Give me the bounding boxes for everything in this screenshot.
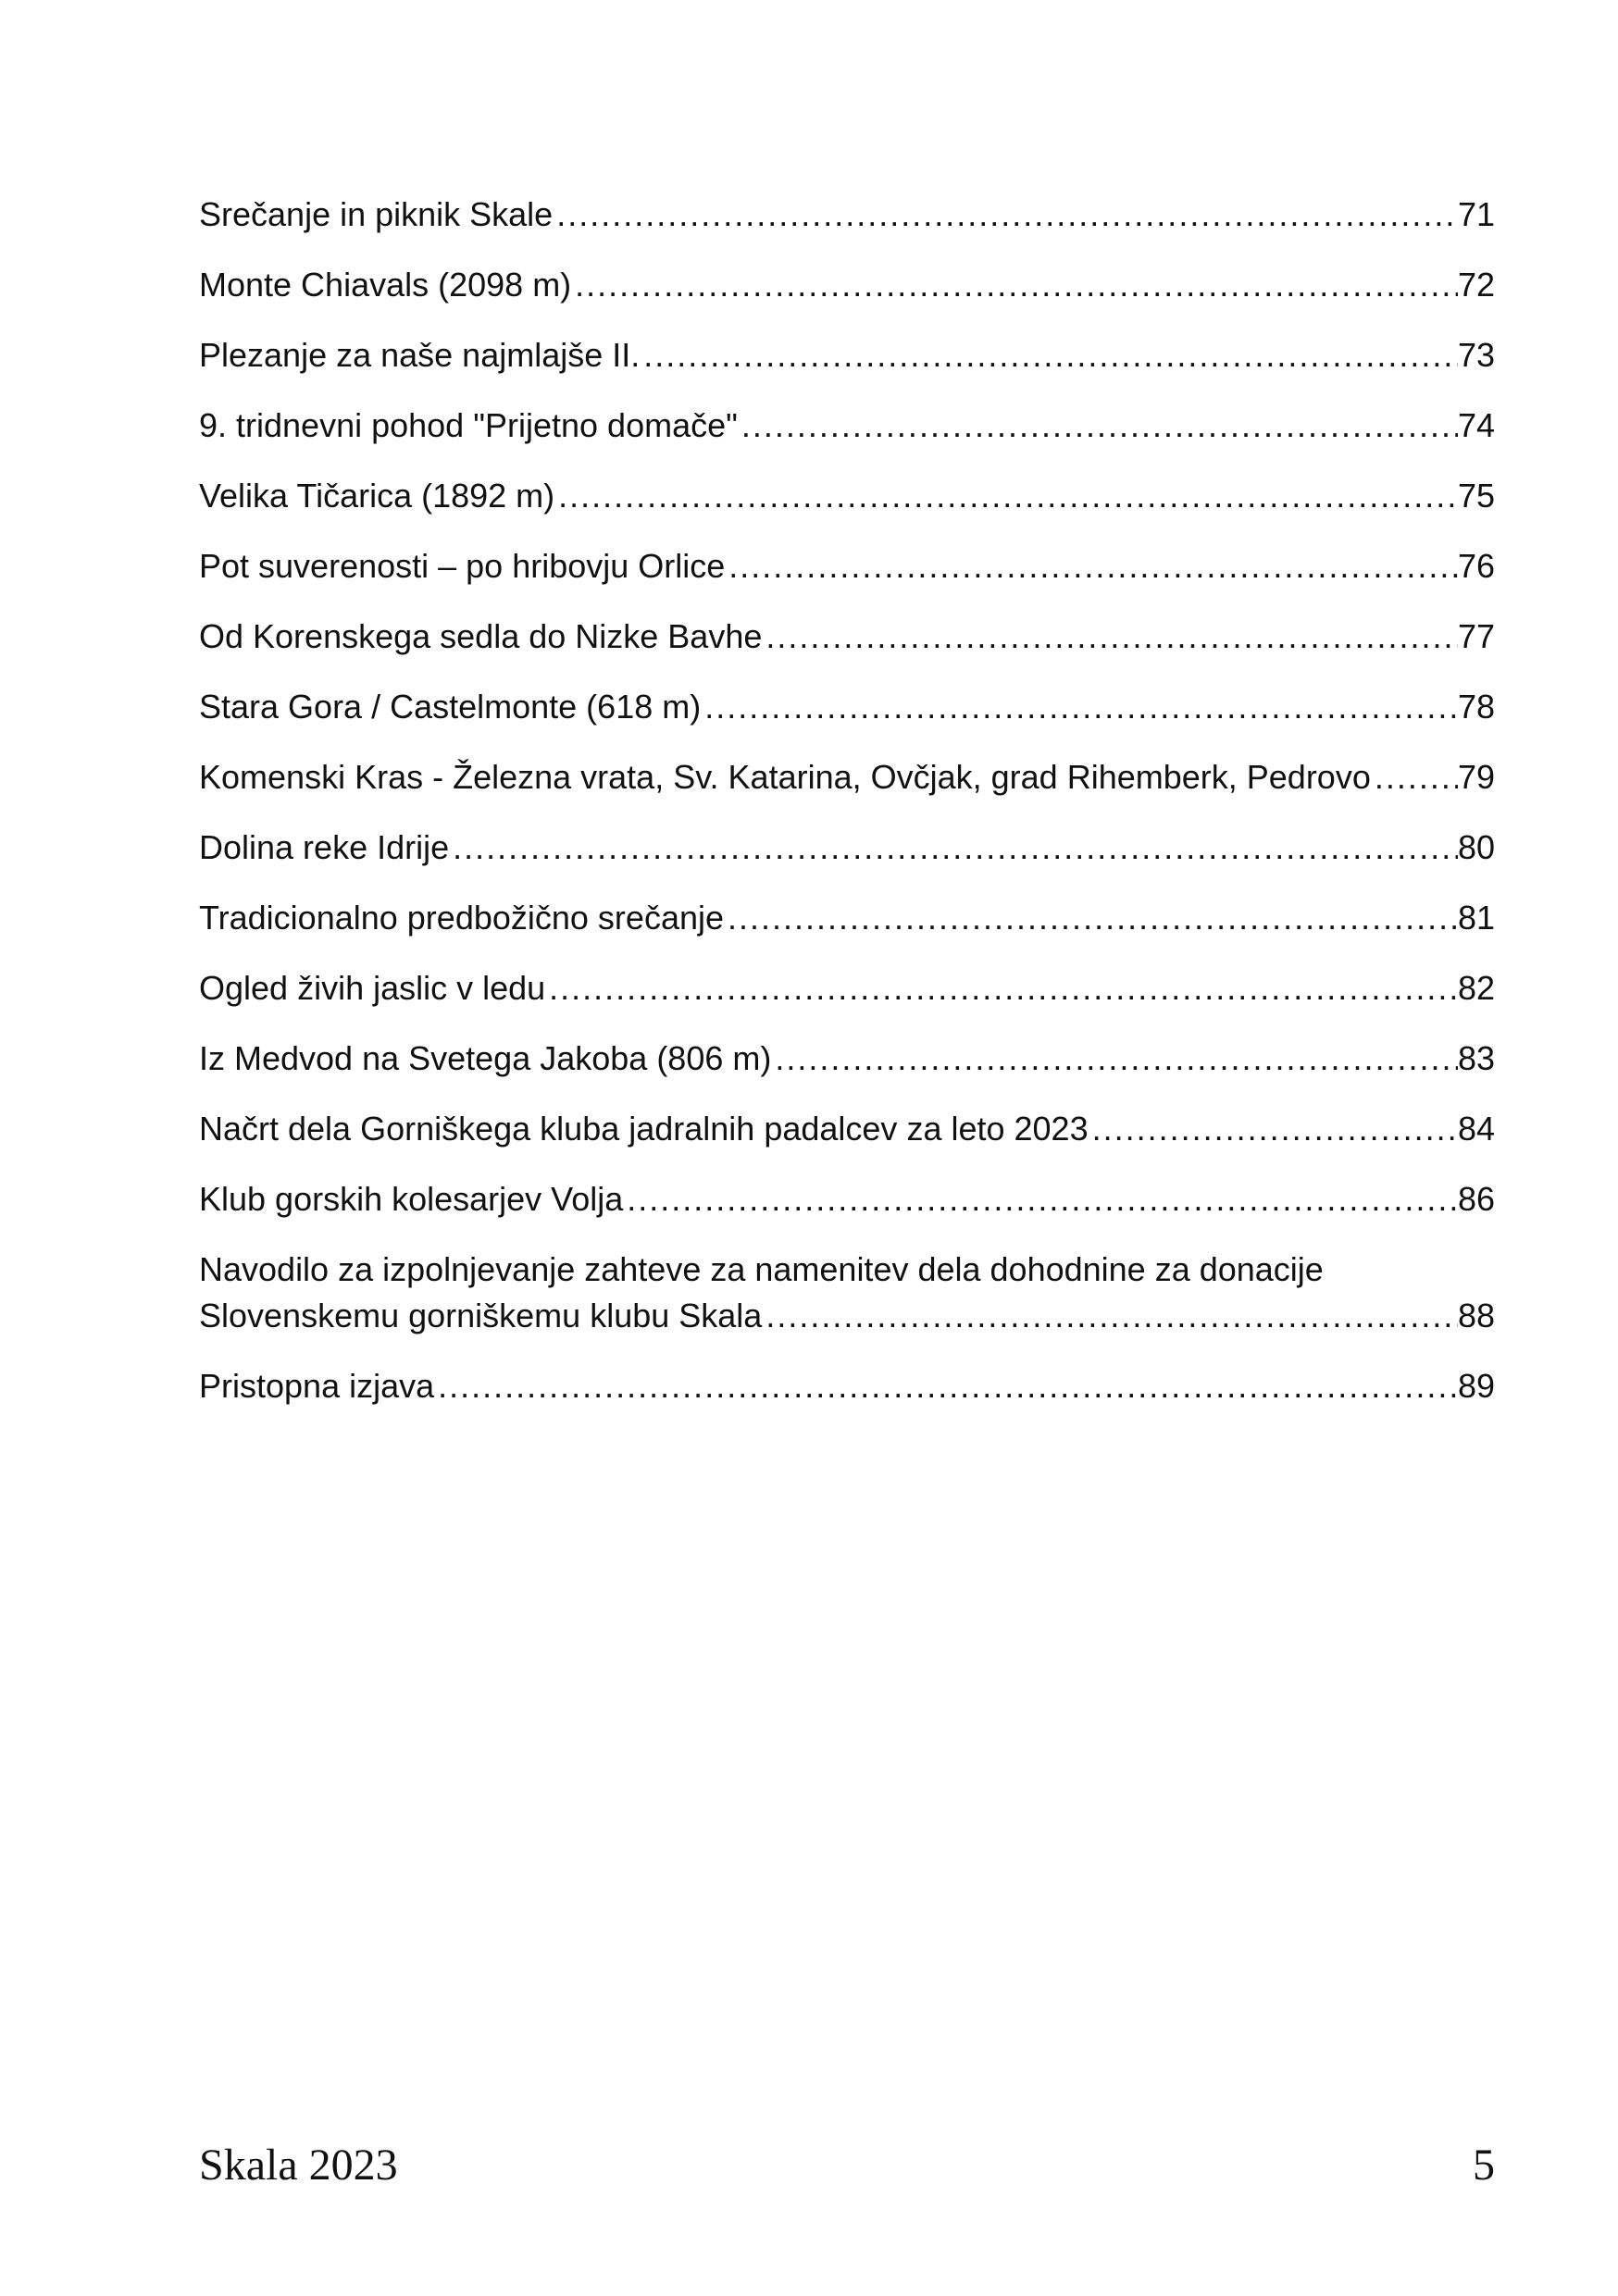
toc-entry[interactable]	[199, 332, 1495, 379]
toc-dot-leader	[571, 262, 1458, 308]
toc-entry-title: Monte Chiavals (2098 m)	[199, 266, 572, 304]
toc-dot-leader	[434, 1363, 1458, 1409]
toc-entry-title: Pot suverenosti – po hribovju Orlice	[199, 547, 726, 585]
toc-entry[interactable]	[199, 1176, 1495, 1222]
toc-entry[interactable]	[199, 543, 1495, 590]
toc-entry-page: 81	[1457, 899, 1495, 937]
toc-entry-title: Stara Gora / Castelmonte (618 m)	[199, 688, 702, 726]
toc-entry[interactable]	[199, 825, 1495, 871]
toc-entry-page: 71	[1457, 195, 1495, 233]
toc-entry[interactable]	[199, 1247, 1495, 1339]
toc-entry-page: 73	[1457, 336, 1495, 374]
toc-entry-title: Plezanje za naše najmlajše II.	[199, 336, 641, 374]
toc-entry-page: 82	[1457, 969, 1495, 1007]
toc-entry-page: 89	[1457, 1367, 1495, 1405]
toc-entry-title: Pristopna izjava	[199, 1367, 435, 1405]
toc-dot-leader	[762, 614, 1458, 660]
toc-entry-title: Dolina reke Idrije	[199, 828, 450, 866]
toc-entry-title: Načrt dela Gorniškega kluba jadralnih padalcev za leto 2023	[199, 1110, 1089, 1148]
toc-entry-page: 75	[1457, 477, 1495, 515]
toc-entry-title: Klub gorskih kolesarjev Volja	[199, 1180, 624, 1218]
toc-entry[interactable]	[199, 192, 1495, 238]
toc-dot-leader	[771, 1036, 1458, 1082]
toc-entry[interactable]	[199, 403, 1495, 449]
toc-dot-leader	[640, 332, 1458, 379]
toc-entry[interactable]	[199, 473, 1495, 519]
toc-entry-page: 76	[1457, 547, 1495, 585]
toc-entry-title: 9. tridnevni pohod "Prijetno domače"	[199, 406, 738, 444]
toc-entry-title: Slovenskemu gorniškemu klubu Skala	[199, 1297, 763, 1334]
toc-dot-leader	[701, 684, 1458, 730]
toc-entry[interactable]	[199, 614, 1495, 660]
toc-entry[interactable]	[199, 1363, 1495, 1409]
toc-entry-title: Komenski Kras - Železna vrata, Sv. Katarina, Ovčjak, grad Rihemberk, Pedrovo	[199, 758, 1371, 796]
toc-entry-title: Ogled živih jaslic v ledu	[199, 969, 546, 1007]
toc-dot-leader	[554, 473, 1458, 519]
toc-entry-title: Iz Medvod na Svetega Jakoba (806 m)	[199, 1039, 772, 1077]
toc-entry-page: 74	[1457, 406, 1495, 444]
toc-dot-leader	[553, 192, 1458, 238]
toc-entry[interactable]	[199, 965, 1495, 1011]
toc-entry-title: Od Korenskega sedla do Nizke Bavhe	[199, 617, 763, 655]
toc-dot-leader	[545, 965, 1458, 1011]
toc-entry-page: 77	[1457, 617, 1495, 655]
footer-page-number: 5	[1473, 2141, 1495, 2190]
toc-entry-title: Velika Tičarica (1892 m)	[199, 477, 555, 515]
toc-entry[interactable]	[199, 895, 1495, 941]
toc-entry-page: 79	[1457, 758, 1495, 796]
toc-dot-leader	[724, 895, 1458, 941]
toc-entry-page: 84	[1457, 1110, 1495, 1148]
footer-publication-title: Skala 2023	[199, 2141, 398, 2190]
toc-entry-title: Tradicionalno predbožično srečanje	[199, 899, 724, 937]
toc-entry-page: 72	[1457, 266, 1495, 304]
toc-entry-page: 78	[1457, 688, 1495, 726]
toc-entry[interactable]	[199, 262, 1495, 308]
toc-dot-leader	[449, 825, 1458, 871]
toc-dot-leader	[738, 403, 1458, 449]
toc-entry[interactable]	[199, 1036, 1495, 1082]
toc-entry-title-line1: Navodilo za izpolnjevanje zahteve za namenitev dela dohodnine za donacije	[199, 1250, 1324, 1288]
toc-dot-leader	[725, 543, 1458, 590]
toc-entry-title: Srečanje in piknik Skale	[199, 195, 554, 233]
toc-entry[interactable]	[199, 684, 1495, 730]
toc-dot-leader	[1089, 1106, 1458, 1152]
toc-entry-page: 88	[1457, 1297, 1495, 1334]
table-of-contents	[199, 192, 1495, 1433]
toc-dot-leader	[623, 1176, 1458, 1222]
toc-dot-leader	[762, 1293, 1458, 1339]
toc-entry-page: 83	[1457, 1039, 1495, 1077]
toc-entry-page: 86	[1457, 1180, 1495, 1218]
toc-dot-leader	[1371, 754, 1458, 800]
toc-entry-page: 80	[1457, 828, 1495, 866]
toc-entry[interactable]	[199, 754, 1495, 800]
toc-entry[interactable]	[199, 1106, 1495, 1152]
